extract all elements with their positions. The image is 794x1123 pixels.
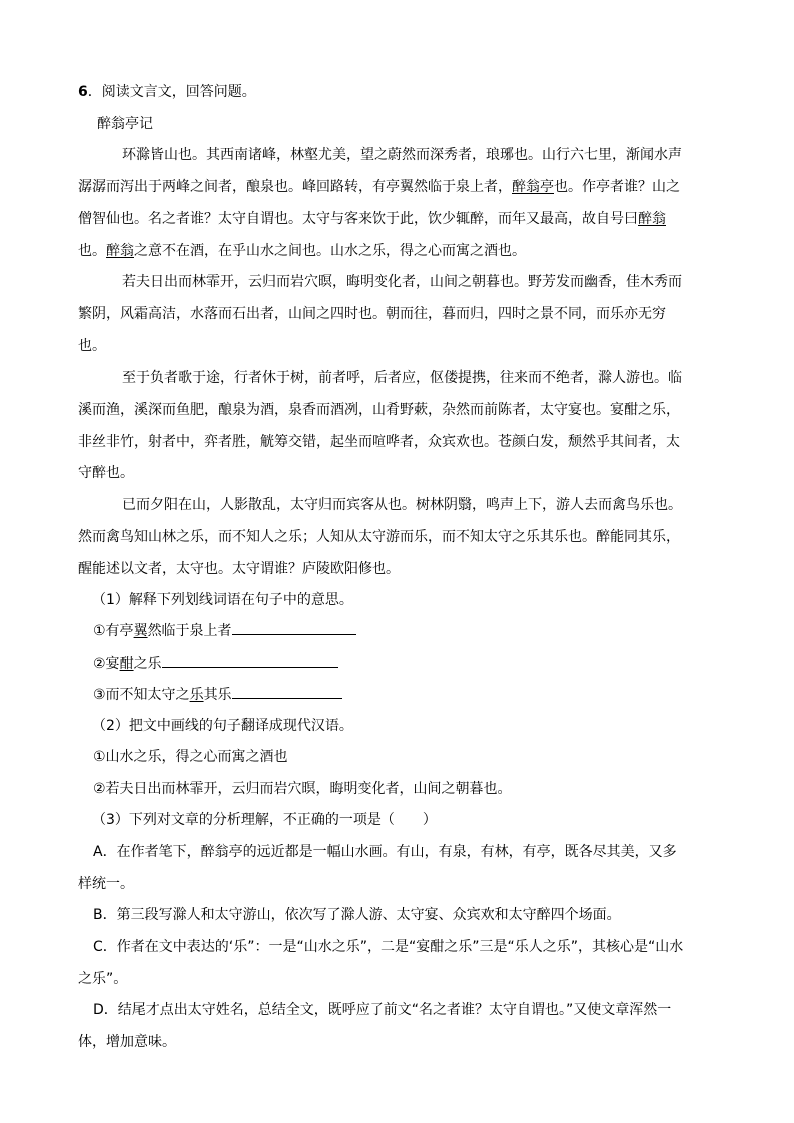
underlined-term: 醉翁亭 xyxy=(512,179,554,195)
q1-item-1 xyxy=(93,620,356,641)
answer-blank[interactable] xyxy=(232,684,342,699)
passage-p2-line2: 繁阴，风霜高洁，水落而石出者，山间之四时也。朝而往，暮而归，四时之景不同，而乐亦无穷 xyxy=(78,306,666,322)
passage-p4-line3: 醒能述以文者，太守也。太守谓谁？庐陵欧阳修也。 xyxy=(78,561,400,577)
passage-p4-line2: 然而禽鸟知山林之乐，而不知人之乐；人知从太守游而乐，而不知太守之乐其乐也。醉能同其乐， xyxy=(78,529,680,545)
text-span: 潺潺而泻出于两峰之间者，酿泉也。峰回路转，有亭翼然临于泉上者， xyxy=(78,179,512,195)
q3-option-a-line2: 样统一。 xyxy=(78,876,134,892)
passage-p3-line1: 至于负者歌于途，行者休于树，前者呼，后者应，伛偻提携，往来而不绝者，滁人游也。临 xyxy=(122,370,682,386)
q3-option-c-line1: C．作者在文中表达的‘乐”：一是“山水之乐”，二是“宴酣之乐”三是“乐人之乐”，其核心是“山水 xyxy=(93,939,684,955)
text-span: ②宴 xyxy=(93,656,120,672)
text-span: 然临于泉上者 xyxy=(147,623,232,639)
answer-blank[interactable] xyxy=(162,653,338,668)
underlined-term: 醉翁 xyxy=(106,243,134,259)
q3-option-d-line2: 体，增加意味。 xyxy=(78,1034,176,1050)
question-instruction: ．阅读文言文，回答问题。 xyxy=(87,84,256,100)
passage-p3-line4: 守醉也。 xyxy=(78,465,134,481)
question-number: 6 xyxy=(78,84,88,100)
question-header xyxy=(78,82,256,102)
q2-item-2: ②若夫日出而林霏开，云归而岩穴暝，晦明变化者，山间之朝暮也。 xyxy=(93,781,512,797)
passage-p3-line2: 溪而渔，溪深而鱼肥，酿泉为酒，泉香而酒冽，山肴野蔌，杂然而前陈者，太守宴也。宴酣之乐， xyxy=(78,402,680,418)
q3-option-a-line1: A．在作者笔下，醉翁亭的远近都是一幅山水画。有山，有泉，有林，有亭，既各尽其美，又多 xyxy=(93,844,677,860)
underlined-term: 翼 xyxy=(133,623,148,639)
passage-title: 醉翁亭记 xyxy=(97,116,153,132)
passage-p1-line3 xyxy=(78,209,666,229)
q3-option-b: B．第三段写滁人和太守游山，依次写了滁人游、太守宴、众宾欢和太守醉四个场面。 xyxy=(93,907,621,923)
q3-option-d-line1: D．结尾才点出太守姓名，总结全文，既呼应了前文“名之者谁？太守自谓也。”又使文章浑然一 xyxy=(93,1002,672,1018)
q2-item-1: ①山水之乐，得之心而寓之酒也 xyxy=(93,749,288,765)
passage-p1-line1: 环滁皆山也。其西南诸峰，林壑尤美，望之蔚然而深秀者，琅琊也。山行六七里，渐闻水声 xyxy=(122,147,682,163)
passage-p1-line2 xyxy=(78,177,680,197)
text-span: 之意不在酒，在乎山水之间也。山水之乐，得之心而寓之酒也。 xyxy=(134,243,526,259)
passage-p1-line4 xyxy=(78,241,526,261)
passage-p3-line3: 非丝非竹，射者中，弈者胜，觥筹交错，起坐而喧哗者，众宾欢也。苍颜白发，颓然乎其间者，太 xyxy=(78,434,680,450)
text-span: 也。作亭者谁？山之 xyxy=(554,179,680,195)
text-span: ③而不知太守之 xyxy=(93,687,190,703)
q1-item-2 xyxy=(93,653,338,674)
text-span: 僧智仙也。名之者谁？太守自谓也。太守与客来饮于此，饮少辄醉，而年又最高，故自号曰 xyxy=(78,211,638,227)
underlined-term: 乐 xyxy=(189,687,204,703)
passage-p4-line1: 已而夕阳在山，人影散乱，太守归而宾客从也。树林阴翳，鸣声上下，游人去而禽鸟乐也。 xyxy=(122,497,682,513)
underlined-term: 酣 xyxy=(119,656,134,672)
q3-option-c-line2: 之乐”。 xyxy=(78,971,128,987)
passage-p2-line3: 也。 xyxy=(78,338,106,354)
text-span: 也。 xyxy=(78,243,106,259)
answer-blank[interactable] xyxy=(232,620,356,635)
passage-p2-line1: 若夫日出而林霏开，云归而岩穴暝，晦明变化者，山间之朝暮也。野芳发而幽香，佳木秀而 xyxy=(122,274,682,290)
text-span: 之乐 xyxy=(133,656,162,672)
q1-prompt: （1）解释下列划线词语在句子中的意思。 xyxy=(92,592,353,608)
q3-prompt: （3）下列对文章的分析理解，不正确的一项是（ ） xyxy=(92,812,437,828)
text-span: ①有亭 xyxy=(93,623,134,639)
underlined-term: 醉翁 xyxy=(638,211,666,227)
q1-item-3 xyxy=(93,684,342,705)
q2-prompt: （2）把文中画线的句子翻译成现代汉语。 xyxy=(92,718,353,734)
text-span: 其乐 xyxy=(203,687,232,703)
